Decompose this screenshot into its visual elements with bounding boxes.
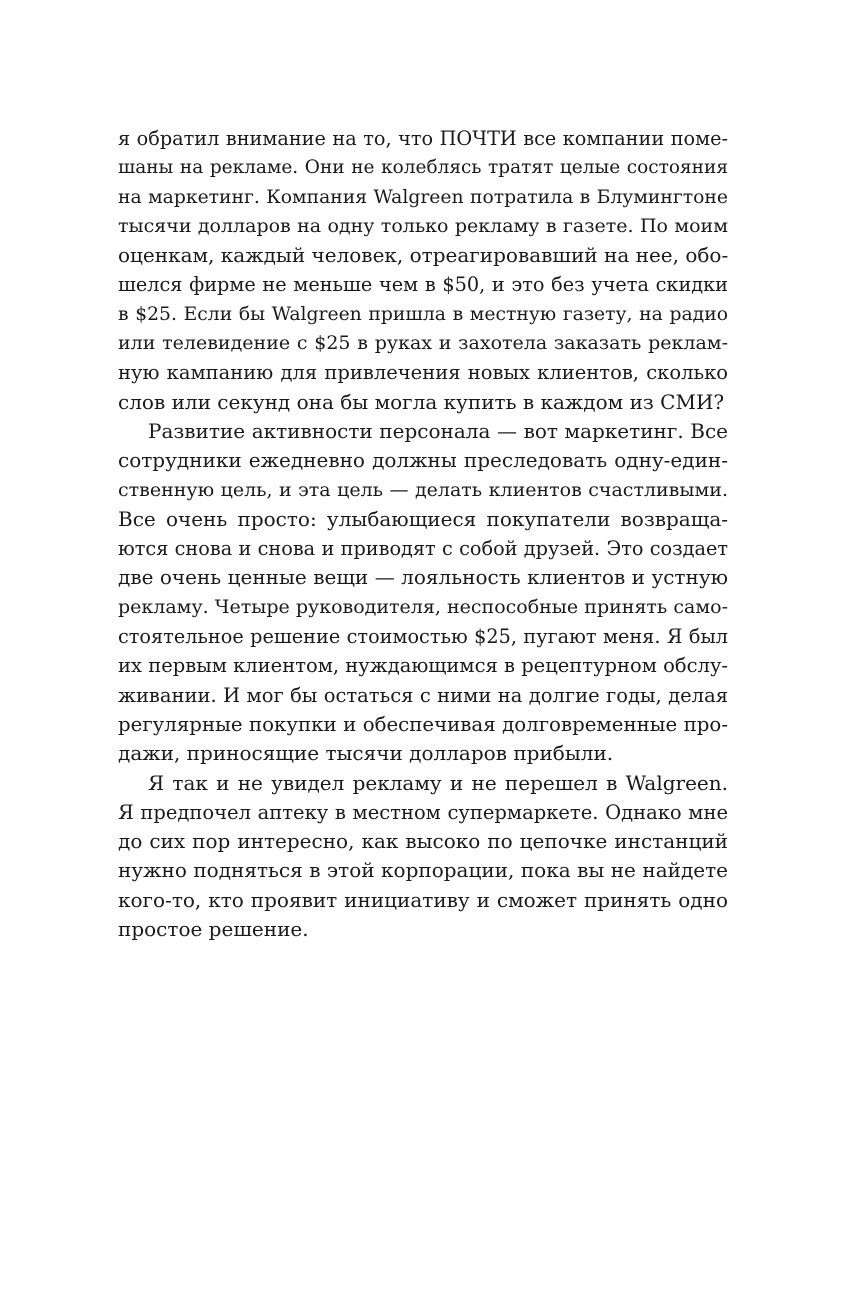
text-line: Я так и не увидел рекламу и не перешел в Walgreen. [148,770,728,795]
text-line: слов или секунд она бы могла купить в каждом из СМИ? [118,389,725,414]
text-line: на маркетинг. Компания Walgreen потратила в Блумингтоне [118,186,728,208]
text-line: шелся фирме не меньше чем в $50, и это без учета скидки [118,273,728,297]
text-line: простое решение. [118,917,309,942]
text-line: в $25. Если бы Walgreen пришла в местную газету, на радио [118,303,728,325]
text-line: Развитие активности персонала — вот маркетинг. Все [148,418,728,443]
text-line: ются снова и снова и приводят с собой друзей. Это создает [118,537,728,561]
text-line: стоятельное решение стоимостью $25, пугают меня. Я был [118,625,728,649]
text-line: их первым клиентом, нуждающимся в рецептурном обслу- [118,654,728,678]
text-line: или телевидение с $25 в руках и захотела заказать реклам- [118,332,728,355]
text-line: дажи, приносящие тысячи долларов прибыли. [118,741,614,766]
text-line: тысячи долларов на одну только рекламу в газете. По моим [118,214,728,237]
paragraph [118,417,728,769]
text-line: Все очень просто: улыбающиеся покупатели возвраща- [118,506,728,531]
text-line: ственную цель, и эта цель — делать клиентов счастливыми. [118,478,728,501]
text-line: оценкам, каждый человек, отреагировавший на нее, обо- [118,243,729,268]
paragraph [118,124,728,417]
text-line: нужно подняться в этой корпорации, пока вы не найдете [118,858,728,883]
text-line: я обратил внимание на то, что ПОЧТИ все компании поме- [118,127,728,150]
text-line: ную кампанию для привлечения новых клиентов, сколько [118,361,728,385]
text-line: рекламу. Четыре руководителя, неспособные принять само- [118,595,728,618]
text-line: шаны на рекламе. Они не колеблясь тратят целые состояния [118,157,728,179]
text-line: Я предпочел аптеку в местном супермаркете. Однако мне [118,800,728,824]
text-line: живании. И мог бы остаться с ними на долгие годы, делая [118,683,728,707]
text-line: кого-то, кто проявит инициативу и сможет принять одно [118,887,728,912]
text-line: сотрудники ежедневно должны преследовать одну-един- [118,448,728,473]
body-text [118,124,728,944]
text-line: регулярные покупки и обеспечивая долговременные про- [118,712,728,736]
text-line: до сих пор интересно, как высоко по цепочке инстанций [118,829,728,854]
paragraph [118,769,728,945]
text-line: две очень ценные вещи — лояльность клиентов и устную [118,565,728,590]
